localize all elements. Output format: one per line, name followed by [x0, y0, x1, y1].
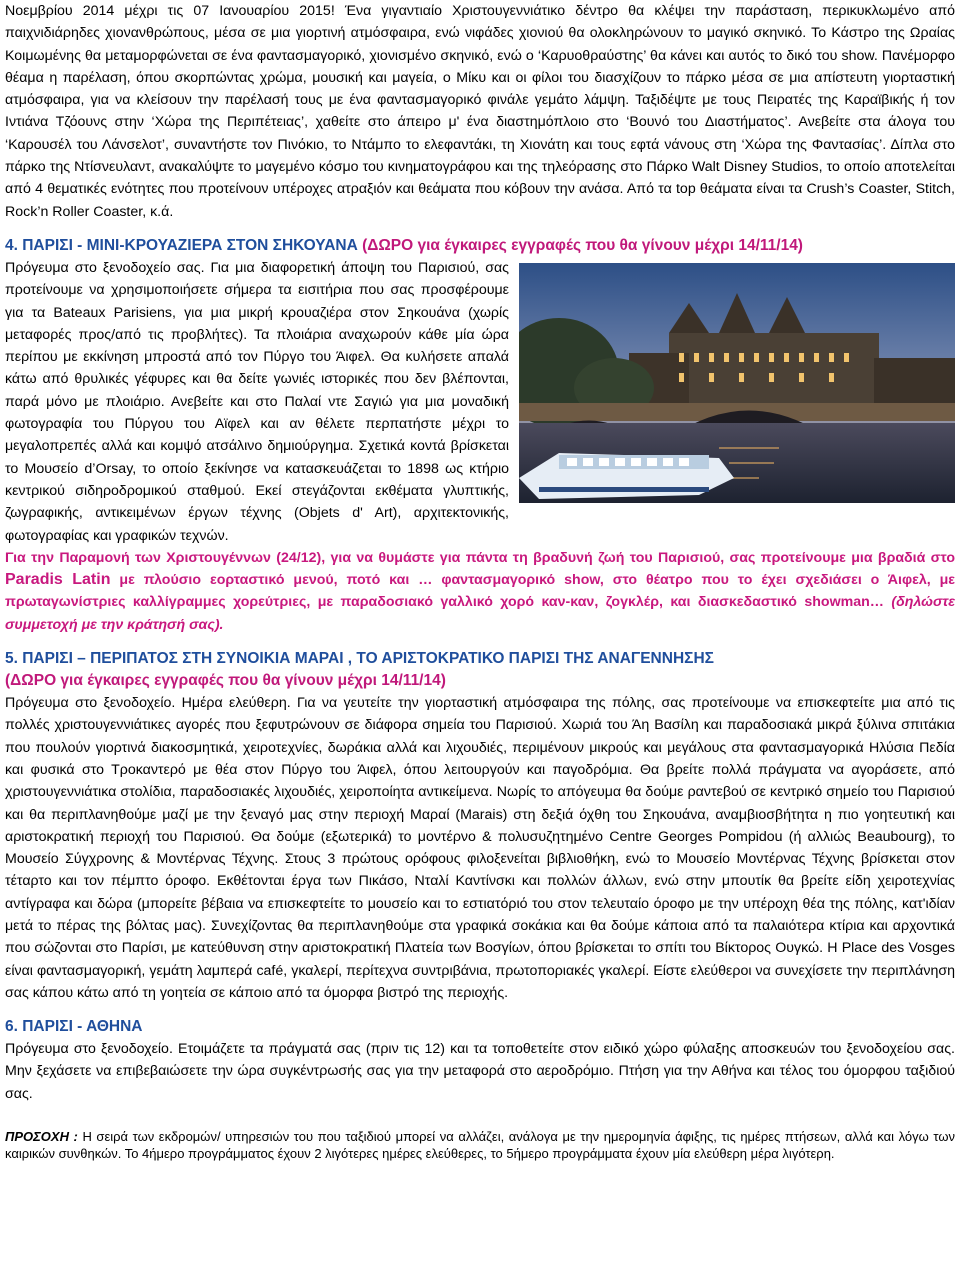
promo-text-b: με πλούσιο εορταστικό μενού, ποτό και … φαντασμαγορικό show, στο θέατρο που το έχει σχεδιάσει ο Άιφελ, με πρωταγωνίστριες καλλίγραμμες χορεύτριες, με παραδοσιακό γαλλικό χορό καν-καν, ζογκλέρ, και διασκεδαστικό showman…	[5, 572, 955, 611]
notice-label: ΠΡΟΣΟΧΗ :	[5, 1129, 78, 1145]
section-6-heading: 6. ΠΑΡΙΣΙ - ΑΘΗΝΑ	[5, 1018, 143, 1036]
document-page	[5, 0, 955, 1162]
section-4-gift-note: (ΔΩΡΟ για έγκαιρες εγγραφές που θα γίνουν μέχρι 14/11/14)	[362, 236, 803, 254]
section-6-body: Πρόγευμα στο ξενοδοχείο. Ετοιμάζετε τα πράγματά σας (πριν τις 12) και τα τοποθετείτε στον ειδικό χώρο φύλαξης αποσκευών του ξενοδοχείου σας. Μην ξεχάσετε να επιβεβαιώσετε την ώρα συγκέντρωσής σας για την μεταφορά στο αεροδρόμιο. Πτήση για την Αθήνα και τέλος του όμορφου ταξιδιού σας.	[5, 1041, 955, 1102]
paris-seine-photo	[519, 263, 955, 503]
seine-cruise-image	[519, 263, 955, 503]
notice-text: Η σειρά των εκδρομών/ υπηρεσιών του που ταξιδιού μπορεί να αλλάζει, ανάλογα με την ημερομηνία άφιξης, τις ημέρες πτήσεων, αλλά και λόγω των καιρικών συνθηκών. Το 4ήμερο προγράμματος έχουν 2 λιγότερες ημέρες ελεύθερες, το 5ήμερο προγράμματα έχουν μία ελεύθερη μέρα λιγότερη.	[5, 1129, 955, 1161]
intro-paragraph: Νοεμβρίου 2014 μέχρι τις 07 Ιανουαρίου 2015! Ένα γιγαντιαίο Χριστουγεννιάτικο δέντρο θα κλέψει την παράσταση, περικυκλωμένο από παιχνιδιάρηδες χιονανθρώπους, μέσα σε μια γιορτινή ατμόσφαιρα, ενώ νιφάδες χιονιού θα ολοκληρώνουν το μαγικό σκηνικό. Το Κάστρο της Ωραίας Κοιμωμένης θα μεταμορφώνεται σε ένα φαντασμαγορικό, χιονισμένο σκηνικό, ενώ ο ‘Καρυοθραύστης’ θα κάνει και αυτός το δικό του show. Πανέμορφο θέαμα η παρέλαση, όπου σκορπώντας χρώμα, μουσική και μαγεία, ο Μίκυ και οι φίλοι του διασχίζουν το πάρκο μέσα σε μια απίστευτη γιορταστική ατμόσφαιρα, για να κλείσουν την παρέλασή τους με ένα φαντασμαγορικό φινάλε γεμάτο λάμψη. Ταξιδέψτε με τους Πειρατές της Καραϊβικής ή τον Ιντιάνα Τζόουνς στην ‘Χώρα της Περιπέτειας’, χαθείτε στο άπειρο μ' ένα διαστημόπλοιο στο ‘Βουνό του Διαστήματος’. Ανεβείτε στα άλογα του ‘Καρουσέλ του Λάνσελοτ’, συναντήστε τον Πινόκιο, το Ντάμπο το ελεφαντάκι, τη Χιονάτη και τους εφτά νάνους στη ‘Χώρα της Φαντασίας’. Δίπλα στο πάρκο της Ντίσνευλαντ, ανακαλύψτε το μαγεμένο κόσμο του κινηματογράφου και της τηλεόρασης στο Πάρκο Walt Disney Studios, το οποίο αποτελείται από 4 θεματικές ενότητες που προτείνουν υπέροχες ατραξιόν και θεάματα που κόβουν την ανάσα. Από τα top θεάματα είναι τα Crush’s Coaster, Stitch, Rock’n Roller Coaster, κ.ά.	[5, 3, 955, 220]
promo-text-a: Για την Παραμονή των Χριστουγέννων (24/12), για να θυμάστε για πάντα τη βραδυνή ζωή του Παρισιού, σας προτείνουμε μια βραδιά στο	[5, 549, 955, 566]
section-4-title: 4. ΠΑΡΙΣΙ - ΜΙΝΙ-ΚΡΟΥΑΖΙΕΡΑ ΣΤΟΝ ΣΗΚΟΥΑΝΑ	[5, 236, 363, 254]
section-4-body: Πρόγευμα στο ξενοδοχείο σας. Για μια διαφορετική άποψη του Παρισιού, σας προτείνουμε να χρησιμοποιήσετε σήμερα τα εισιτήρια που σας προσφέρουμε για τα Bateaux Parisiens, για μια μικρή κρουαζιέρα στον Σηκουάνα (χωρίς μεταφορές προς/από τις προβλήτες). Τα πλοιάρια αναχωρούν κάθε μία ώρα περίπου με εκκίνηση μπροστά από τον Πύργο του Άιφελ. Θα κυλήσετε απαλά κάτω από θρυλικές γέφυρες και θα δείτε γωνιές ιστορικές που δεν βλέπονται, παρά μόνο με πλοιάριο. Ανεβείτε και στο Παλαί ντε Σαγιώ για μια μοναδική φωτογραφία του Πύργου του Αϊφελ και αν θέλετε περπατήστε μέχρι το μεγαλοπρεπές αλλά και κομψό ατσάλινο δημιούργημα. Σχετικά κοντά βρίσκεται το Μουσείο d’Orsay, το οποίο ξεκίνησε να κατασκευάζεται το 1898 ως κτήριο κεντρικού σιδηροδρομικού σταθμού. Εκεί στεγάζονται εκθέματα γλυπτικής, ζωγραφικής, αντικειμένων έργων τέχνης (Objets d' Art), αρχιτεκτονικής, φωτογραφίας και γραφικών τεχνών.	[5, 259, 509, 544]
section-5-title: 5. ΠΑΡΙΣΙ – ΠΕΡΙΠΑΤΟΣ ΣΤΗ ΣΥΝΟΙΚΙΑ ΜΑΡΑΙ , ΤΟ ΑΡΙΣΤΟΚΡΑΤΙΚΟ ΠΑΡΙΣΙ ΤΗΣ ΑΝΑΓΕΝΝΗΣΗΣ	[5, 650, 714, 668]
paradis-latin-promo	[5, 547, 955, 636]
promo-venue: Paradis Latin	[5, 571, 111, 589]
section-5-heading	[5, 648, 955, 692]
notice-paragraph	[5, 1129, 955, 1162]
section-5-body: Πρόγευμα στο ξενοδοχείο. Ημέρα ελεύθερη. Για να γευτείτε την γιορταστική ατμόσφαιρα της πόλης, σας προτείνουμε να επισκεφτείτε μια από τις πολλές χριστουγεννιάτικες αγορές που ξεφυτρώνουν σε διάφορα σημεία του Παρισιού. Χωριά του Άη Βασίλη και παραδοσιακά μικρά ξύλινα σπιτάκια που πουλούν γιορτινά διακοσμητικά, χειροτεχνίες, δωράκια αλλά και λιχουδιές, περιμένουν μικρούς και μεγάλους στα φαντασμαγορικά Ηλύσια Πεδία και φυσικά στο Τροκαντερό με θέα στον Πύργο του Άιφελ, όπου λειτουργούν και παγοδρόμια. Θα βρείτε πολλά πράγματα να αγοράσετε, από χριστουγεννιάτικα στολίδια, παραδοσιακές λιχουδιές, χειροποίητα αντικείμενα. Νωρίς το απόγευμα θα δούμε ραντεβού σε κεντρικό σημείο του Παρισιού και θα περιπλανηθούμε μαζί με την ξεναγό μας στην περιοχή Μαραί (Marais) στη δεξιά όχθη του Σηκουάνα, αναμβιοσβήτητα η πιο γοητευτική και αριστοκρατική περιοχή του Παρισιού. Θα δούμε (εξωτερικά) το μοντέρνο & πολυσυζητημένο Centre Georges Pompidou (ή αλλιώς Beaubourg), το Μουσείο Σύγχρονης & Μοντέρνας Τέχνης. Στους 3 πρώτους ορόφους φιλοξενείται βιβλιοθήκη, ενώ το Μουσείο Μοντέρνας Τέχνης βρίσκεται στον τέταρτο και τον πέμπτο όροφο. Εκθέτονται έργα των Πικάσο, Νταλί Καντίνσκι και πολλών άλλων, ενώ στην μπουτίκ θα βρείτε είδη χειροτεχνίας αντίγραφα και δώρα (μπορείτε βέβαια να επισκεφτείτε το μουσείο και το εστιατόριό του στον τελευταίο όροφο με την υπέροχη θέα της πόλης, κατ'ιδίαν μετά το πέρας της βόλτας μας). Συνεχίζοντας θα περιπλανηθούμε στα γραφικά σοκάκια και θα δούμε κάποια από τα παλαιότερα κτίρια και αρχοντικά που σώζονται στο Παρίσι, με κατεύθυνση στην αριστοκρατική Πλατεία των Βοσγίων, όπου βρίσκεται το σπίτι του Βίκτορος Ουγκώ. Η Place des Vosges είναι φαντασμαγορική, γεμάτη λαμπερά café, γκαλερί, περίτεχνα συντριβάνια, πρωτοποριακές γκαλερί. Είστε ελεύθεροι να συνεχίσετε την περιπλάνηση σας κάπου κάτω από τη γοητεία σε κάποιο από τα όμορφα βιστρό της περιοχής.	[5, 695, 955, 1001]
section-4-heading	[5, 235, 955, 257]
section-5-gift-note: (ΔΩΡΟ για έγκαιρες εγγραφές που θα γίνουν μέχρι 14/11/14)	[5, 672, 446, 690]
promo-note: (δηλώστε συμμετοχή με την κράτησή σας).	[5, 594, 955, 633]
